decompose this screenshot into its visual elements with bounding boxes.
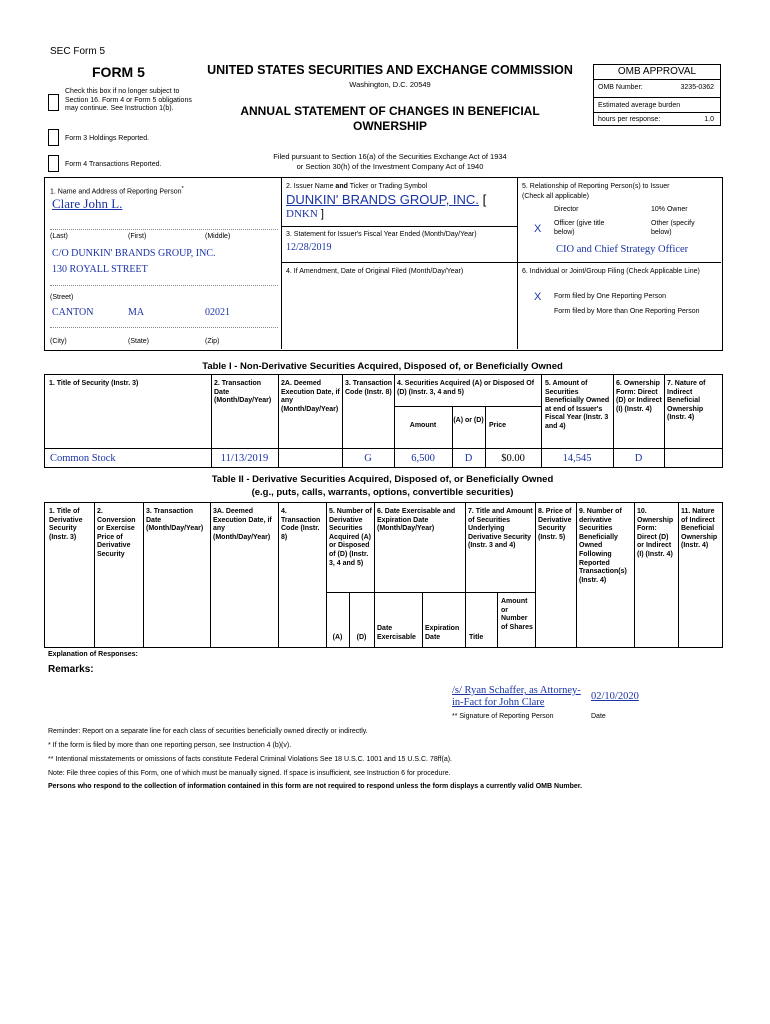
- city-value: CANTON: [52, 307, 94, 318]
- omb-number-value: 3235-0362: [680, 84, 714, 91]
- last-label: (Last): [50, 233, 68, 240]
- statement-title: ANNUAL STATEMENT OF CHANGES IN BENEFICIAL OWNERSHIP: [240, 104, 540, 133]
- t2-h11: 11. Nature of Indirect Beneficial Ownership (Instr. 4): [681, 508, 718, 550]
- t1-h2a: 2A. Deemed Execution Date, if any (Month/Day/Year): [281, 380, 340, 413]
- note-multiple-persons: * If the form is filed by more than one reporting person, see Instruction 4 (b)(v).: [48, 742, 292, 749]
- issuer-label: 2. Issuer Name and Ticker or Trading Symbol: [286, 183, 428, 190]
- t1-row-date: 11/13/2019: [220, 453, 269, 464]
- zip-value: 02021: [205, 307, 230, 318]
- t2-h10: 10. Ownership Form: Direct (D) or Indirect (I) (Instr. 4): [637, 508, 674, 558]
- table2-title-1: Table II - Derivative Securities Acquired, Disposed of, or Beneficially Owned: [211, 474, 554, 485]
- director-label: Director: [554, 206, 579, 213]
- t2-sub-amount: Amount or Number of Shares: [501, 598, 533, 631]
- relationship-sub: (Check all applicable): [522, 193, 589, 200]
- statement-fy-label: 3. Statement for Issuer's Fiscal Year Ended (Month/Day/Year): [286, 231, 477, 238]
- filing-one-label: Form filed by One Reporting Person: [554, 293, 667, 300]
- t1-sub-price: Price: [488, 422, 507, 429]
- address-line-1: C/O DUNKIN' BRANDS GROUP, INC.: [52, 248, 216, 259]
- signature: /s/ Ryan Schaffer, as Attorney-in-Fact for John Clare: [452, 685, 581, 708]
- filed-pursuant-1: Filed pursuant to Section 16(a) of the Securities Exchange Act of 1934: [273, 152, 507, 161]
- no-longer-subject-checkbox[interactable]: [48, 94, 59, 111]
- omb-box: [593, 64, 721, 126]
- other-label: Other (specify below): [651, 220, 695, 236]
- t1-h2: 2. Transaction Date (Month/Day/Year): [214, 380, 272, 405]
- ticker-line: DNKN ]: [286, 208, 324, 220]
- t2-h8: 8. Price of Derivative Security (Instr. 5): [538, 508, 572, 541]
- reporting-person-label: 1. Name and Address of Reporting Person*: [50, 186, 184, 196]
- note-copies: Note: File three copies of this Form, one of which must be manually signed. If space is insufficient, see Instruction 6 for procedure.: [48, 770, 451, 777]
- filing-more-label: Form filed by More than One Reporting Person: [554, 308, 700, 315]
- t2-h4: 4. Transaction Code (Instr. 8): [281, 508, 321, 541]
- state-label: (State): [128, 338, 150, 345]
- officer-title: CIO and Chief Strategy Officer: [556, 244, 689, 255]
- t2-h1: 1. Title of Derivative Security (Instr. 3): [49, 508, 83, 541]
- filed-pursuant-2: or Section 30(h) of the Investment Company Act of 1940: [296, 162, 484, 171]
- t1-sub-aord: (A) or (D): [453, 417, 484, 424]
- sec-form-label: SEC Form 5: [50, 46, 106, 57]
- t1-row-price: $0.00: [501, 453, 525, 464]
- t2-sub-expiration: Expiration Date: [425, 625, 460, 641]
- t1-row-code: G: [364, 453, 372, 464]
- t1-sub-amount: Amount: [409, 422, 437, 429]
- state-value: MA: [128, 307, 145, 318]
- t1-h6: 6. Ownership Form: Direct (D) or Indirect (I) (Instr. 4): [616, 380, 662, 413]
- t2-h6: 6. Date Exercisable and Expiration Date (Month/Day/Year): [377, 508, 456, 533]
- t1-h5: 5. Amount of Securities Beneficially Owned at end of Issuer's Fiscal Year (Instr. 3 and 4): [545, 380, 610, 430]
- issuer-name-line: DUNKIN' BRANDS GROUP, INC. [: [286, 192, 487, 207]
- t2-sub-title: Title: [469, 634, 484, 641]
- omb-hours-label: hours per response:: [598, 116, 661, 123]
- omb-hours-value: 1.0: [704, 116, 714, 123]
- signature-label: ** Signature of Reporting Person: [452, 713, 554, 720]
- statement-fy-date: 12/28/2019: [286, 242, 332, 253]
- street-label: (Street): [50, 294, 74, 301]
- relationship-label: 5. Relationship of Reporting Person(s) to Issuer: [522, 183, 670, 190]
- t1-h7: 7. Nature of Indirect Beneficial Ownership (Instr. 4): [667, 380, 706, 422]
- omb-number-label: OMB Number:: [598, 84, 643, 91]
- table1-title: Table I - Non-Derivative Securities Acquired, Disposed of, or Beneficially Owned: [202, 361, 563, 372]
- t1-row-amount: 6,500: [411, 453, 435, 464]
- t2-h3: 3. Transaction Date (Month/Day/Year): [146, 508, 204, 533]
- form4-transactions-checkbox[interactable]: [48, 155, 59, 172]
- t1-row-security: Common Stock: [50, 453, 116, 464]
- explanation-label: Explanation of Responses:: [48, 651, 138, 658]
- date-label: Date: [591, 713, 606, 720]
- t2-h5: 5. Number of Derivative Securities Acquired (A) or Disposed of (D) (Instr. 3, 4 and 5): [329, 508, 372, 567]
- commission-city: Washington, D.C. 20549: [349, 80, 431, 89]
- t2-h7: 7. Title and Amount of Securities Underlying Derivative Security (Instr. 3 and 4): [468, 508, 533, 550]
- form3-holdings-label: Form 3 Holdings Reported.: [65, 135, 150, 142]
- t2-sub-d: (D): [356, 634, 367, 641]
- ten-percent-label: 10% Owner: [651, 206, 688, 213]
- amendment-label: 4. If Amendment, Date of Original Filed (Month/Day/Year): [286, 268, 464, 275]
- note-reminder: Reminder: Report on a separate line for each class of securities beneficially owned directly or indirectly.: [48, 728, 368, 735]
- first-label: (First): [128, 233, 147, 240]
- t1-h4: 4. Securities Acquired (A) or Disposed Of (D) (Instr. 3, 4 and 5): [397, 380, 535, 396]
- reporting-person-name: Clare John L.: [52, 196, 123, 211]
- omb-burden-label: Estimated average burden: [594, 97, 720, 109]
- t2-h9: 9. Number of derivative Securities Beneficially Owned Following Reported Transaction(s) (Instr. 4): [579, 508, 627, 584]
- remarks-label: Remarks:: [48, 664, 94, 675]
- note-omb: Persons who respond to the collection of information contained in this form are not required to respond unless the form displays a currently valid OMB Number.: [48, 783, 583, 790]
- commission-title: UNITED STATES SECURITIES AND EXCHANGE COMMISSION: [207, 63, 573, 77]
- issuer-name: DUNKIN' BRANDS GROUP, INC.: [286, 192, 479, 207]
- t1-h1: 1. Title of Security (Instr. 3): [49, 380, 139, 387]
- address-line-2: 130 ROYALL STREET: [52, 264, 148, 275]
- t2-sub-a: (A): [332, 634, 343, 641]
- ticker-symbol: DNKN: [286, 208, 318, 220]
- t1-row-form: D: [634, 453, 643, 464]
- signature-date: 02/10/2020: [591, 691, 639, 702]
- t1-h3: 3. Transaction Code (Instr. 8): [345, 380, 393, 396]
- omb-title: OMB APPROVAL: [594, 65, 720, 80]
- form-number: FORM 5: [92, 64, 145, 80]
- filing-label: 6. Individual or Joint/Group Filing (Check Applicable Line): [522, 268, 700, 275]
- form4-transactions-label: Form 4 Transactions Reported.: [65, 161, 162, 168]
- officer-label: Officer (give title below): [554, 220, 605, 236]
- t1-row-owned: 14,545: [562, 453, 592, 464]
- no-longer-subject-label: Check this box if no longer subject to Section 16. Form 4 or Form 5 obligations may continue. See Instruction 1(b).: [65, 88, 192, 113]
- t2-h3a: 3A. Deemed Execution Date, if any (Month/Day/Year): [213, 508, 272, 541]
- zip-label: (Zip): [205, 338, 220, 345]
- t2-sub-date-exercisable: Date Exercisable: [377, 625, 416, 641]
- officer-mark[interactable]: X: [534, 223, 542, 235]
- t1-row-aord: D: [464, 453, 473, 464]
- t2-h2: 2. Conversion or Exercise Price of Derivative Security: [97, 508, 136, 558]
- form3-holdings-checkbox[interactable]: [48, 129, 59, 146]
- middle-label: (Middle): [205, 233, 231, 240]
- filing-one-mark[interactable]: X: [534, 291, 542, 303]
- city-label: (City): [50, 338, 67, 345]
- table2-title-2: (e.g., puts, calls, warrants, options, convertible securities): [251, 487, 514, 498]
- note-misstatements: ** Intentional misstatements or omissions of facts constitute Federal Criminal Violations See 18 U.S.C. 1001 and 15 U.S.C. 78ff(a).: [48, 756, 452, 763]
